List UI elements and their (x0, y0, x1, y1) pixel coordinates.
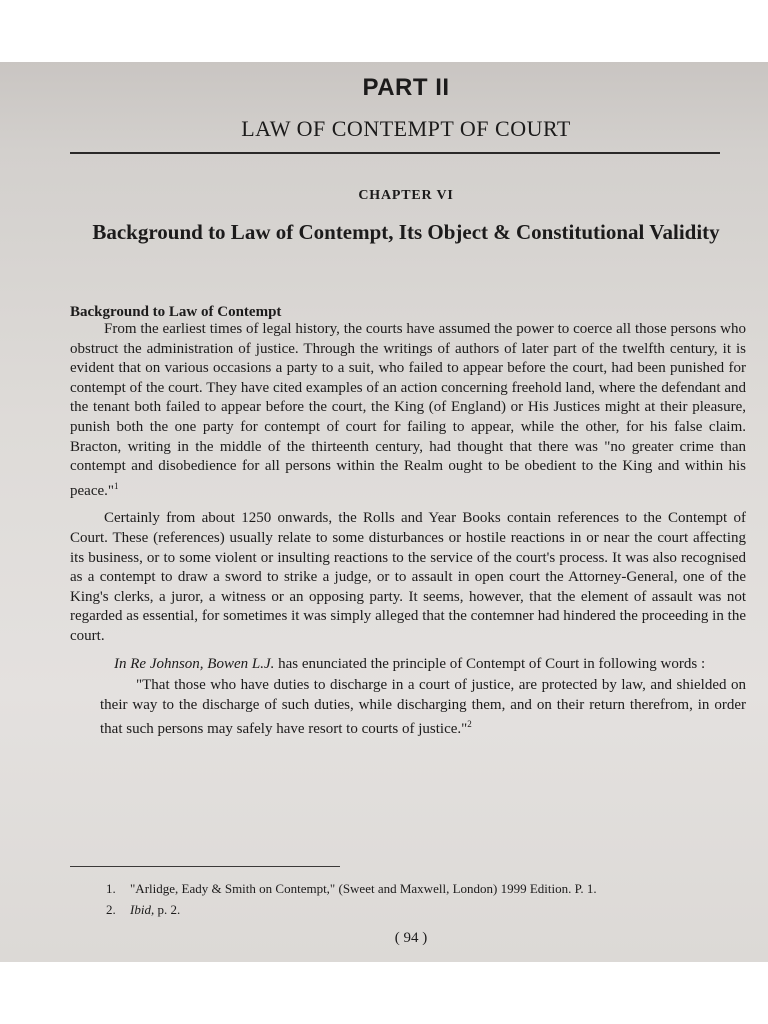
body-text (70, 320, 746, 740)
page-photo (0, 62, 768, 962)
quote-text: "That those who have duties to discharge in a court of justice, are protected by law, and shielded on their way to the discharge of such duties, while discharging them, and on their return therefrom, in order that such persons may safely have resort to courts of justice." (100, 677, 746, 738)
chapter-title: Background to Law of Contempt, Its Object & Constitutional Validity (92, 220, 720, 244)
title-divider (70, 152, 720, 154)
case-citation: In Re Johnson, Bowen L.J. (114, 655, 275, 672)
footnote-text: "Arlidge, Eady & Smith on Contempt," (Sweet and Maxwell, London) 1999 Edition. P. 1. (130, 881, 597, 896)
paragraph-1 (70, 320, 746, 501)
block-quote (70, 676, 746, 740)
footnote-ref-2: 2 (467, 719, 472, 730)
section-heading: Background to Law of Contempt (70, 304, 282, 320)
chapter-label: CHAPTER VI (358, 188, 454, 203)
paragraph-1-text: From the earliest times of legal history, the courts have assumed the power to coerce all those persons who obstruct the administration of justice. Through the writings of authors of later part of the twelfth century, it is evident that on various occasions a party to a suit, who failed to appear before the court, had been punished for contempt of the court. They have cited examples of an action concerning freehold land, where the defendant and the tenant both failed to appear before the court, the King (of England) or His Justices might at their pleasure, punish both the one party for contempt of court for failing to appear, while the other, for his false claim. Bracton, writing in the middle of the thirteenth century, had thought that there was "no greater crime than contempt and disobedience for all persons within the Realm ought to be obedient to the King and within his peace." (70, 321, 746, 499)
footnote (106, 878, 746, 899)
page-number: ( 94 ) (394, 930, 428, 946)
part-title: PART II (362, 74, 450, 101)
footnote-number: 2. (106, 902, 116, 917)
paragraph-2: Certainly from about 1250 onwards, the Rolls and Year Books contain references to the Contempt of Court. These (references) usually relate to some disturbances or hostile reactions in or near the court affecting its business, or to some violent or insulting reactions to the service of the court's process. It was also recognised as a contempt to draw a sword to strike a judge, or to assault in open court the Attorney-General, one of the King's clerks, a juror, a witness or an opposing party. It seems, however, that the element of assault was not regarded as essential, for sometimes it was simply alleged that the contemner had hindered the proceeding in the court. (70, 510, 746, 644)
footnote-text: p. 2. (154, 902, 181, 917)
footnote-ibid: Ibid, (130, 902, 155, 917)
part-subtitle: LAW OF CONTEMPT OF COURT (241, 116, 571, 141)
footnote (106, 899, 746, 920)
footnotes (106, 878, 746, 920)
book-page (66, 62, 756, 962)
footnote-divider (70, 866, 340, 867)
paragraph-3 (70, 655, 746, 675)
footnote-number: 1. (106, 881, 116, 896)
footnote-ref-1: 1 (114, 480, 119, 491)
paragraph-3-text: has enunciated the principle of Contempt of Court in following words : (274, 655, 706, 672)
